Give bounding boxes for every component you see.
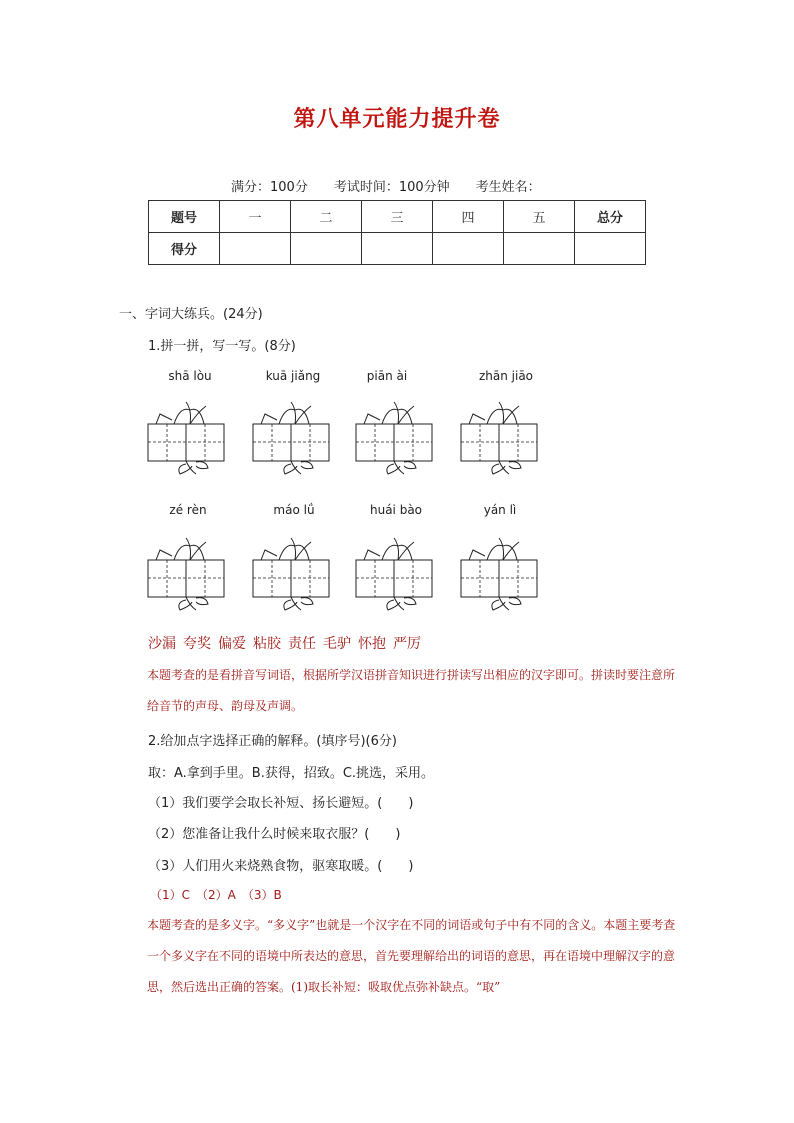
pinyin-label: zé rèn: [169, 503, 207, 517]
answer-word: 沙漏: [148, 636, 176, 652]
score-cell[interactable]: [220, 233, 291, 265]
flower-pot-icon: [461, 538, 537, 610]
score-header-cell: 总分: [575, 201, 646, 233]
writing-grid[interactable]: [146, 532, 226, 612]
score-header-cell: 一: [220, 201, 291, 233]
writing-grid[interactable]: [251, 396, 331, 476]
score-cell[interactable]: [504, 233, 575, 265]
score-header-cell: 四: [433, 201, 504, 233]
q1-answers: [148, 633, 421, 653]
flower-pot-icon: [356, 402, 432, 474]
student-name-label: 考生姓名：: [475, 180, 541, 195]
flower-pot-icon: [148, 538, 224, 610]
pinyin-label: máo lǘ: [273, 503, 315, 517]
exam-time: 考试时间：100分钟: [333, 180, 450, 195]
score-cell[interactable]: [433, 233, 504, 265]
q2-answer: （1）C （2）A （3）B: [150, 888, 282, 902]
pinyin-label: yán lì: [483, 503, 517, 517]
pinyin-label: piān ài: [366, 369, 408, 383]
pinyin-label: shā lòu: [168, 369, 212, 383]
answer-word: 责任: [288, 636, 316, 652]
pinyin-label: huái bào: [369, 503, 423, 517]
flower-pot-icon: [148, 402, 224, 474]
q2-item: （3）人们用火来烧熟食物，驱寒取暖。( ): [148, 859, 414, 874]
question-1-title: 1.拼一拼，写一写。(8分): [148, 339, 296, 354]
score-header-cell: 三: [362, 201, 433, 233]
score-cell[interactable]: [291, 233, 362, 265]
answer-word: 毛驴: [323, 636, 351, 652]
question-2-title: 2.给加点字选择正确的解释。(填序号)(6分): [148, 734, 397, 749]
writing-grid[interactable]: [251, 532, 331, 612]
q2-item: （2）您准备让我什么时候来取衣服？( ): [148, 827, 401, 842]
score-cell[interactable]: [362, 233, 433, 265]
writing-grid[interactable]: [354, 532, 434, 612]
writing-grid[interactable]: [459, 532, 539, 612]
writing-grid[interactable]: [459, 396, 539, 476]
score-table: [148, 200, 646, 265]
score-table-score-row: [149, 233, 646, 265]
writing-grid[interactable]: [146, 396, 226, 476]
score-table-header-row: [149, 201, 646, 233]
score-row-label: 得分: [149, 233, 220, 265]
exam-info: [231, 176, 541, 195]
answer-word: 严厉: [393, 636, 421, 652]
score-header-cell: 二: [291, 201, 362, 233]
pinyin-label: kuā jiǎng: [265, 369, 321, 383]
flower-pot-icon: [253, 538, 329, 610]
writing-grid[interactable]: [354, 396, 434, 476]
section-1-title: 一、字词大练兵。(24分): [119, 307, 263, 322]
flower-pot-icon: [461, 402, 537, 474]
q2-item: （1）我们要学会取长补短、扬长避短。( ): [148, 796, 414, 811]
score-cell[interactable]: [575, 233, 646, 265]
answer-word: 夸奖: [183, 636, 211, 652]
flower-pot-icon: [356, 538, 432, 610]
answer-word: 偏爱: [218, 636, 246, 652]
answer-word: 粘胶: [253, 636, 281, 652]
flower-pot-icon: [253, 402, 329, 474]
full-score: 满分：100分: [231, 180, 308, 195]
score-header-cell: 五: [504, 201, 575, 233]
score-header-cell: 题号: [149, 201, 220, 233]
page-title: 第八单元能力提升卷: [293, 107, 501, 132]
q2-definition: 取：A.拿到手里。B.获得，招致。C.挑选，采用。: [148, 766, 435, 781]
q1-explanation: 本题考查的是看拼音写词语，根据所学汉语拼音知识进行拼读写出相应的汉字即可。拼读时要注意所给音节的声母、韵母及声调。: [147, 668, 676, 713]
answer-word: 怀抱: [358, 636, 386, 652]
q2-explanation: 本题考查的是多义字。“多义字”也就是一个汉字在不同的词语或句子中有不同的含义。本题主要考查一个多义字在不同的语境中所表达的意思，首先要理解给出的词语的意思，再在语境中理解汉字的意思，然后选出正确的答案。(1)取长补短：吸取优点弥补缺点。“取”: [147, 918, 676, 994]
pinyin-label: zhān jiāo: [478, 369, 534, 383]
